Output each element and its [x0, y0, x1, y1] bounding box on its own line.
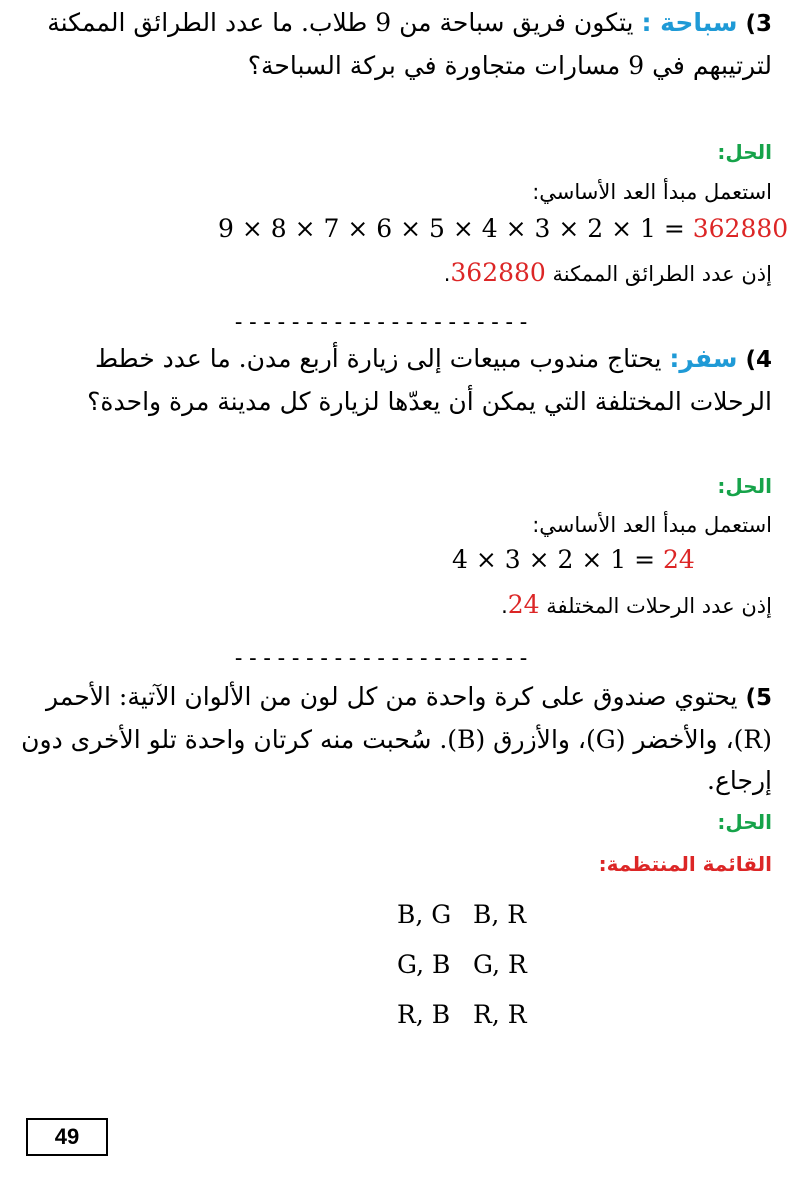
question-number: 3)	[745, 11, 772, 37]
conclusion-end: .	[443, 262, 451, 286]
pair-row	[397, 1000, 527, 1050]
pair-cell: R, R	[473, 1000, 527, 1029]
question-topic: سباحة :	[641, 8, 738, 37]
equation	[218, 214, 788, 243]
pair-cell: B, G	[397, 900, 452, 929]
separator: ---------------------	[232, 646, 532, 671]
question-number: 4)	[745, 347, 772, 373]
conclusion	[501, 590, 772, 619]
principle-text: استعمل مبدأ العد الأساسي:	[532, 513, 772, 537]
solution-label: الحل:	[717, 474, 772, 498]
separator: ---------------------	[232, 310, 532, 335]
conclusion-end: .	[501, 594, 508, 618]
equation-lhs: 9 × 8 × 7 × 6 × 5 × 4 × 3 × 2 × 1 =	[218, 214, 693, 243]
pair-cell: G, B	[397, 950, 451, 979]
question-text: يحتوي صندوق على كرة واحدة من كل لون من الألوان الآتية: الأحمر (R)، والأخضر (G)، والأزرق (B). سُحبت منه كرتان واحدة تلو الأخرى دون إرجاع.	[21, 682, 772, 795]
solution-label: الحل:	[717, 810, 772, 834]
equation	[452, 545, 695, 574]
conclusion	[444, 258, 772, 287]
pair-cell: B, R	[473, 900, 527, 929]
question-number: 5)	[745, 685, 772, 711]
question-3	[12, 2, 772, 86]
pair-cell: G, R	[473, 950, 527, 979]
question-text: يتكون فريق سباحة من 9 طلاب. ما عدد الطرائق الممكنة لترتيبهم في 9 مسارات متجاورة في بركة السباحة؟	[47, 8, 772, 80]
equation-result: 24	[663, 545, 695, 574]
question-text: يحتاج مندوب مبيعات إلى زيارة أربع مدن. ما عدد خطط الرحلات المختلفة التي يمكن أن يعدّها لزيارة كل مدينة مرة واحدة؟	[87, 344, 772, 416]
pair-row	[397, 950, 527, 1000]
question-5	[12, 676, 772, 801]
conclusion-value: 24	[507, 590, 540, 619]
conclusion-text: إذن عدد الطرائق الممكنة	[545, 262, 772, 286]
equation-result: 362880	[692, 214, 789, 243]
question-4	[12, 338, 772, 422]
ordered-list-label: القائمة المنتظمة:	[598, 852, 772, 876]
page-number: 49	[26, 1118, 108, 1156]
conclusion-value: 362880	[450, 258, 546, 287]
pair-row	[397, 900, 527, 950]
pair-cell: R, B	[397, 1000, 451, 1029]
solution-label: الحل:	[717, 140, 772, 164]
question-topic: سفر:	[669, 344, 738, 373]
pairs-grid	[397, 900, 527, 1050]
equation-lhs: 4 × 3 × 2 × 1 =	[452, 545, 663, 574]
conclusion-text: إذن عدد الرحلات المختلفة	[539, 594, 772, 618]
principle-text: استعمل مبدأ العد الأساسي:	[532, 180, 772, 204]
